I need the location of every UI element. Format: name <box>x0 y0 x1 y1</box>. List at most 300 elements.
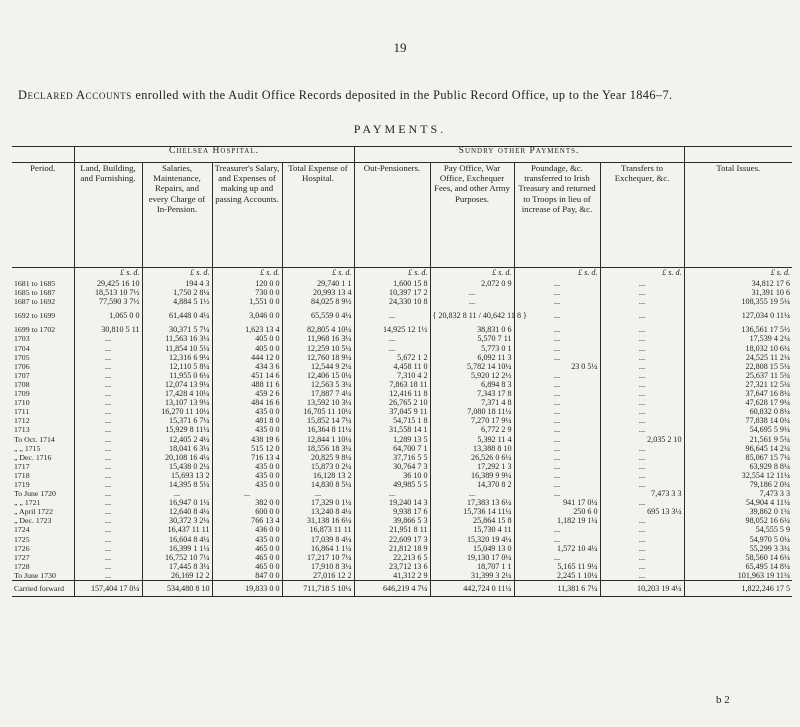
signature-mark: b 2 <box>716 694 730 706</box>
amount-cell: 54,715 1 8 <box>354 416 430 425</box>
amount-cell: 21,812 18 9 <box>354 544 430 553</box>
amount-cell: 12,640 8 4¼ <box>142 507 212 516</box>
amount-cell: 36 10 0 <box>354 471 430 480</box>
amount-cell: 85,067 15 7¼ <box>684 453 792 462</box>
table-row <box>12 453 792 462</box>
amount-cell: 435 0 0 <box>212 480 282 489</box>
period-cell: „ Dec. 1716 <box>14 452 52 462</box>
amount-cell: 26,526 0 6¼ <box>430 453 514 462</box>
amount-cell: 2,072 0 9 <box>430 279 514 288</box>
amount-cell: 12,074 13 9¼ <box>142 380 212 389</box>
amount-cell: 16,947 0 1¼ <box>142 498 212 507</box>
amount-cell: 12,563 5 3¼ <box>282 380 354 389</box>
amount-cell: ... <box>74 553 142 562</box>
total-cell: Carried forward <box>12 581 74 597</box>
amount-cell: 7,473 3 3 <box>684 489 792 498</box>
amount-cell: 17,329 0 1¼ <box>282 498 354 507</box>
amount-cell: 3,046 0 0 <box>212 311 282 320</box>
amount-cell: ... <box>212 489 282 498</box>
amount-cell: 31,558 14 1 <box>354 425 430 434</box>
period-cell: 1710 <box>14 398 30 408</box>
amount-cell: 10,397 17 2 <box>354 288 430 297</box>
amount-cell: ... <box>514 453 600 462</box>
amount-cell: 27,016 12 2 <box>282 571 354 581</box>
unit-label: £ s. d. <box>600 268 684 280</box>
amount-cell: 17,039 8 4¼ <box>282 535 354 544</box>
total-cell: 534,480 8 10 <box>142 581 212 597</box>
period-cell: 1681 to 1685 <box>14 279 56 288</box>
table-body <box>12 268 792 581</box>
amount-cell: 7,310 4 2 <box>354 371 430 380</box>
unit-label: £ s. d. <box>514 268 600 280</box>
amount-cell: 15,852 14 7¼ <box>282 416 354 425</box>
amount-cell: 451 14 6 <box>212 371 282 380</box>
amount-cell: 120 0 0 <box>212 279 282 288</box>
amount-cell: 5,782 14 10¼ <box>430 362 514 371</box>
amount-cell: 11,854 10 5¼ <box>142 344 212 353</box>
period-cell: 1712 <box>14 416 30 426</box>
amount-cell: 12,844 1 10¼ <box>282 435 354 444</box>
amount-cell: 61,448 0 4¼ <box>142 311 212 320</box>
period-cell: 1707 <box>14 370 30 380</box>
amount-cell: ... <box>74 471 142 480</box>
amount-cell: ... <box>600 562 684 571</box>
amount-cell: ... <box>514 480 600 489</box>
period-cell: 1692 to 1699 <box>14 311 56 321</box>
amount-cell: 12,406 15 0¼ <box>282 371 354 380</box>
amount-cell: ... <box>74 389 142 398</box>
amount-cell: 63,929 8 8¼ <box>684 462 792 471</box>
period-cell: 1725 <box>14 534 30 544</box>
amount-cell: 5,920 12 2½ <box>430 371 514 380</box>
amount-cell: ... <box>74 507 142 516</box>
amount-cell: 20,825 9 8¼ <box>282 453 354 462</box>
amount-cell: 12,416 11 8 <box>354 389 430 398</box>
amount-cell: 14,370 8 2 <box>430 480 514 489</box>
amount-cell: 17,383 13 6¼ <box>430 498 514 507</box>
amount-cell: ... <box>514 444 600 453</box>
amount-cell: 12,760 18 9¼ <box>282 353 354 362</box>
amount-cell: ... <box>600 288 684 297</box>
amount-cell: ... <box>74 480 142 489</box>
amount-cell: ... <box>74 489 142 498</box>
amount-cell: ... <box>600 425 684 434</box>
amount-cell: ... <box>514 380 600 389</box>
amount-cell: 49,985 5 5 <box>354 480 430 489</box>
total-cell: 1,822,246 17 5 <box>684 581 792 597</box>
table-row <box>12 571 792 581</box>
amount-cell: 22,213 6 5 <box>354 553 430 562</box>
amount-cell: 136,561 17 5½ <box>684 325 792 334</box>
amount-cell: 438 19 6 <box>212 435 282 444</box>
amount-cell: 54,555 5 9 <box>684 525 792 534</box>
amount-cell: 26,169 12 2 <box>142 571 212 581</box>
amount-cell: 15,873 0 2¼ <box>282 462 354 471</box>
period-cell: „ „ 1715 <box>14 443 41 453</box>
table-row <box>12 444 792 453</box>
column-header: Pay Office, War Office, Exchequer Fees, and other Army Purposes. <box>430 163 514 268</box>
column-header: Period. <box>12 163 74 268</box>
amount-cell: 15,049 13 0 <box>430 544 514 553</box>
amount-cell: ... <box>74 525 142 534</box>
amount-cell: ... <box>600 416 684 425</box>
table-row <box>12 553 792 562</box>
amount-cell: 25,864 15 8 <box>430 516 514 525</box>
amount-cell: 98,052 16 6¼ <box>684 516 792 525</box>
amount-cell: ... <box>514 435 600 444</box>
amount-cell: 55,299 3 3¼ <box>684 544 792 553</box>
group-sundry: Sundry other Payments. <box>354 147 684 163</box>
amount-cell: 16,389 9 9¼ <box>430 471 514 480</box>
amount-cell: ... <box>514 353 600 362</box>
amount-cell: 39,862 0 1¼ <box>684 507 792 516</box>
amount-cell: 16,128 13 2 <box>282 471 354 480</box>
amount-cell: ... <box>74 398 142 407</box>
amount-cell: 23 0 5¼ <box>514 362 600 371</box>
amount-cell: 16,864 1 1¼ <box>282 544 354 553</box>
carried-forward-row <box>12 581 792 597</box>
amount-cell: ... <box>354 344 430 353</box>
table-row <box>12 398 792 407</box>
group-chelsea: Chelsea Hospital. <box>74 147 354 163</box>
amount-cell: 11,955 0 6¼ <box>142 371 212 380</box>
table-row <box>12 562 792 571</box>
amount-cell: 465 0 0 <box>212 553 282 562</box>
amount-cell: ... <box>600 453 684 462</box>
amount-cell: ... <box>600 471 684 480</box>
column-header: Total Issues. <box>684 163 792 268</box>
amount-cell: ... <box>142 489 212 498</box>
amount-cell: ... <box>600 516 684 525</box>
amount-cell: ... <box>514 334 600 343</box>
period-cell: „ April 1722 <box>14 507 53 517</box>
table-row <box>12 362 792 371</box>
amount-cell: ... <box>430 288 514 297</box>
amount-cell: 14,925 12 1½ <box>354 325 430 334</box>
amount-cell: 1,572 10 4¼ <box>514 544 600 553</box>
period-cell: 1687 to 1692 <box>14 297 56 307</box>
amount-cell: 12,544 9 2¼ <box>282 362 354 371</box>
amount-cell: ... <box>600 279 684 288</box>
amount-cell: ... <box>74 425 142 434</box>
amount-cell: 30,810 5 11 <box>74 325 142 334</box>
unit-label: £ s. d. <box>142 268 212 280</box>
amount-cell: 2,035 2 10 <box>600 435 684 444</box>
amount-cell: { 20,832 8 11 / 40,642 11 8 } <box>430 311 514 320</box>
total-cell: 157,404 17 0¼ <box>74 581 142 597</box>
table-row <box>12 471 792 480</box>
amount-cell: 766 13 4 <box>212 516 282 525</box>
amount-cell: ... <box>74 380 142 389</box>
group-header-row <box>12 147 792 163</box>
amount-cell: 4,884 5 1½ <box>142 297 212 306</box>
unit-label: £ s. d. <box>282 268 354 280</box>
period-cell: 1705 <box>14 352 30 362</box>
amount-cell: ... <box>74 334 142 343</box>
table-row <box>12 344 792 353</box>
amount-cell: ... <box>74 416 142 425</box>
period-cell: 1699 to 1702 <box>14 325 56 335</box>
total-cell: 646,219 4 7¼ <box>354 581 430 597</box>
amount-cell: 15,929 8 11¼ <box>142 425 212 434</box>
amount-cell: ... <box>430 489 514 498</box>
amount-cell: 16,604 8 4¼ <box>142 535 212 544</box>
column-header: Land, Building, and Furnishing. <box>74 163 142 268</box>
amount-cell: 17,292 1 3 <box>430 462 514 471</box>
table-row <box>12 389 792 398</box>
amount-cell: 12,259 10 5¼ <box>282 344 354 353</box>
amount-cell: 15,320 19 4¼ <box>430 535 514 544</box>
total-cell: 10,203 19 4¼ <box>600 581 684 597</box>
amount-cell: 127,034 0 11¼ <box>684 311 792 320</box>
amount-cell: 25,637 11 5¼ <box>684 371 792 380</box>
amount-cell: 481 8 0 <box>212 416 282 425</box>
section-heading: PAYMENTS. <box>353 122 447 136</box>
amount-cell: 37,045 9 11 <box>354 407 430 416</box>
amount-cell: ... <box>74 516 142 525</box>
title-rest: enrolled with the Audit Office Records deposited in the Public Record Office, up to the Year 1846–7. <box>131 88 673 102</box>
amount-cell: ... <box>74 544 142 553</box>
table-row <box>12 325 792 334</box>
amount-cell: ... <box>600 553 684 562</box>
amount-cell: ... <box>600 325 684 334</box>
amount-cell: ... <box>514 398 600 407</box>
amount-cell: 444 12 0 <box>212 353 282 362</box>
amount-cell: ... <box>600 353 684 362</box>
amount-cell: 5,165 11 9¼ <box>514 562 600 571</box>
amount-cell: 16,364 8 11¼ <box>282 425 354 434</box>
amount-cell: 12,316 6 9¼ <box>142 353 212 362</box>
amount-cell: 18,041 6 3¼ <box>142 444 212 453</box>
amount-cell: ... <box>514 425 600 434</box>
amount-cell: 18,032 10 6¼ <box>684 344 792 353</box>
amount-cell: 22,808 15 5¼ <box>684 362 792 371</box>
amount-cell: 17,445 8 3¼ <box>142 562 212 571</box>
amount-cell: ... <box>514 288 600 297</box>
amount-cell: 20,993 13 4 <box>282 288 354 297</box>
amount-cell: 38,831 0 6 <box>430 325 514 334</box>
period-cell: 1706 <box>14 361 30 371</box>
amount-cell: 7,270 17 9¼ <box>430 416 514 425</box>
table-row <box>12 544 792 553</box>
amount-cell: ... <box>600 297 684 306</box>
amount-cell: 194 4 3 <box>142 279 212 288</box>
period-cell: „ „ 1721 <box>14 498 41 508</box>
amount-cell: 12,405 2 4¼ <box>142 435 212 444</box>
amount-cell: ... <box>74 344 142 353</box>
amount-cell: 436 0 0 <box>212 525 282 534</box>
amount-cell: ... <box>600 444 684 453</box>
period-cell: 1704 <box>14 343 30 353</box>
amount-cell: ... <box>514 489 600 498</box>
amount-cell: ... <box>600 344 684 353</box>
amount-cell: 941 17 0¼ <box>514 498 600 507</box>
table-row <box>12 407 792 416</box>
amount-cell: 16,752 10 7¼ <box>142 553 212 562</box>
amount-cell: 27,321 12 5¼ <box>684 380 792 389</box>
table-row <box>12 516 792 525</box>
period-cell: 1727 <box>14 552 30 562</box>
amount-cell: 6,772 2 9 <box>430 425 514 434</box>
amount-cell: ... <box>514 279 600 288</box>
total-cell: 11,381 6 7¼ <box>514 581 600 597</box>
amount-cell: 459 2 6 <box>212 389 282 398</box>
amount-cell: 1,600 15 8 <box>354 279 430 288</box>
period-cell: 1719 <box>14 479 30 489</box>
amount-cell: 30,371 5 7¼ <box>142 325 212 334</box>
amount-cell: ... <box>74 535 142 544</box>
amount-cell: 7,863 18 11 <box>354 380 430 389</box>
amount-cell: 54,904 4 11¼ <box>684 498 792 507</box>
amount-cell: 5,392 11 4 <box>430 435 514 444</box>
table-row <box>12 279 792 288</box>
amount-cell: 847 0 0 <box>212 571 282 581</box>
period-cell: 1713 <box>14 425 30 435</box>
amount-cell: ... <box>354 311 430 320</box>
period-cell: 1726 <box>14 543 30 553</box>
amount-cell: 54,970 5 0¼ <box>684 535 792 544</box>
amount-cell: ... <box>514 311 600 320</box>
amount-cell: 77,838 14 0¼ <box>684 416 792 425</box>
amount-cell: ... <box>354 334 430 343</box>
amount-cell: 18,556 18 3¼ <box>282 444 354 453</box>
amount-cell: 15,371 6 7¼ <box>142 416 212 425</box>
amount-cell: 30,764 7 3 <box>354 462 430 471</box>
amount-cell: 17,910 8 3¼ <box>282 562 354 571</box>
column-header: Total Expense of Hospital. <box>282 163 354 268</box>
amount-cell: 435 0 0 <box>212 407 282 416</box>
amount-cell: 15,730 4 11 <box>430 525 514 534</box>
amount-cell: ... <box>600 398 684 407</box>
period-cell: 1703 <box>14 334 30 344</box>
amount-cell: 64,700 7 1 <box>354 444 430 453</box>
amount-cell: 31,138 16 6¼ <box>282 516 354 525</box>
amount-cell: ... <box>600 544 684 553</box>
table-row <box>12 416 792 425</box>
amount-cell: ... <box>514 297 600 306</box>
amount-cell: ... <box>600 462 684 471</box>
column-header: Transfers to Exchequer, &c. <box>600 163 684 268</box>
amount-cell: 15,693 13 2 <box>142 471 212 480</box>
amount-cell: ... <box>600 525 684 534</box>
amount-cell: 108,355 19 5¼ <box>684 297 792 306</box>
amount-cell: ... <box>514 535 600 544</box>
column-header: Treasurer's Salary, and Expenses of making up and passing Accounts. <box>212 163 282 268</box>
table-row <box>12 489 792 498</box>
amount-cell: 15,736 14 11¼ <box>430 507 514 516</box>
amount-cell: 1,289 13 5 <box>354 435 430 444</box>
amount-cell: 434 3 6 <box>212 362 282 371</box>
amount-cell: 14,395 8 5¼ <box>142 480 212 489</box>
amount-cell: ... <box>514 325 600 334</box>
amount-cell: 14,830 8 5¼ <box>282 480 354 489</box>
amount-cell: ... <box>514 344 600 353</box>
amount-cell: 515 12 0 <box>212 444 282 453</box>
amount-cell: 17,428 4 10¼ <box>142 389 212 398</box>
amount-cell: ... <box>74 498 142 507</box>
amount-cell: ... <box>74 407 142 416</box>
amount-cell: 65,495 14 8¼ <box>684 562 792 571</box>
amount-cell: 1,065 0 0 <box>74 311 142 320</box>
amount-cell: 17,887 7 4¼ <box>282 389 354 398</box>
table-row <box>12 507 792 516</box>
table-row <box>12 353 792 362</box>
amount-cell: 11,563 16 3¼ <box>142 334 212 343</box>
amount-cell: 695 13 3¼ <box>600 507 684 516</box>
amount-cell: ... <box>600 371 684 380</box>
column-header: Poundage, &c. transferred to Irish Treasury and returned to Troops in lieu of increase of Pay, &c. <box>514 163 600 268</box>
amount-cell: 11,968 16 3¼ <box>282 334 354 343</box>
period-cell: 1709 <box>14 389 30 399</box>
amount-cell: 54,695 5 9¼ <box>684 425 792 434</box>
period-cell: 1708 <box>14 379 30 389</box>
amount-cell: 435 0 0 <box>212 535 282 544</box>
period-cell: To June 1720 <box>14 489 56 499</box>
amount-cell: 12,110 5 8¼ <box>142 362 212 371</box>
amount-cell: 20,108 16 4¼ <box>142 453 212 462</box>
table-row <box>12 425 792 434</box>
amount-cell: 79,186 2 0¼ <box>684 480 792 489</box>
amount-cell: ... <box>74 453 142 462</box>
total-cell: 711,718 5 10¼ <box>282 581 354 597</box>
amount-cell: ... <box>514 416 600 425</box>
amount-cell: ... <box>74 362 142 371</box>
amount-cell: 29,425 16 10 <box>74 279 142 288</box>
amount-cell: 17,539 4 2¼ <box>684 334 792 343</box>
table-row <box>12 297 792 306</box>
amount-cell: 23,712 13 6 <box>354 562 430 571</box>
amount-cell: 31,399 3 2¼ <box>430 571 514 581</box>
amount-cell: 13,107 13 9¼ <box>142 398 212 407</box>
unit-label: £ s. d. <box>74 268 142 280</box>
amount-cell: 1,551 0 0 <box>212 297 282 306</box>
title-lead: Declared Accounts <box>18 88 132 102</box>
amount-cell: 435 0 0 <box>212 425 282 434</box>
amount-cell: ... <box>74 562 142 571</box>
amount-cell: 16,705 11 10¼ <box>282 407 354 416</box>
table-row <box>12 435 792 444</box>
table-row <box>12 462 792 471</box>
amount-cell: ... <box>282 489 354 498</box>
period-cell: 1717 <box>14 461 30 471</box>
amount-cell: 22,609 17 3 <box>354 535 430 544</box>
amount-cell: ... <box>600 334 684 343</box>
amount-cell: 5,773 0 1 <box>430 344 514 353</box>
amount-cell: 16,873 11 11 <box>282 525 354 534</box>
amount-cell: ... <box>600 480 684 489</box>
amount-cell: 6,894 8 3 <box>430 380 514 389</box>
amount-cell: 9,938 17 6 <box>354 507 430 516</box>
amount-cell: 1,182 19 1¼ <box>514 516 600 525</box>
amount-cell: 465 0 0 <box>212 544 282 553</box>
table-row <box>12 498 792 507</box>
amount-cell: ... <box>514 407 600 416</box>
amount-cell: ... <box>514 462 600 471</box>
unit-label: £ s. d. <box>354 268 430 280</box>
period-cell: To June 1730 <box>14 570 56 580</box>
amount-cell: ... <box>514 525 600 534</box>
amount-cell: ... <box>600 362 684 371</box>
amount-cell: 5,672 1 2 <box>354 353 430 362</box>
table-row <box>12 311 792 320</box>
column-header-row <box>12 163 792 268</box>
total-cell: 19,833 0 0 <box>212 581 282 597</box>
table-row <box>12 480 792 489</box>
table-row <box>12 371 792 380</box>
amount-cell: 21,951 8 11 <box>354 525 430 534</box>
total-cell: 442,724 0 11¼ <box>430 581 514 597</box>
document-title <box>18 88 798 103</box>
